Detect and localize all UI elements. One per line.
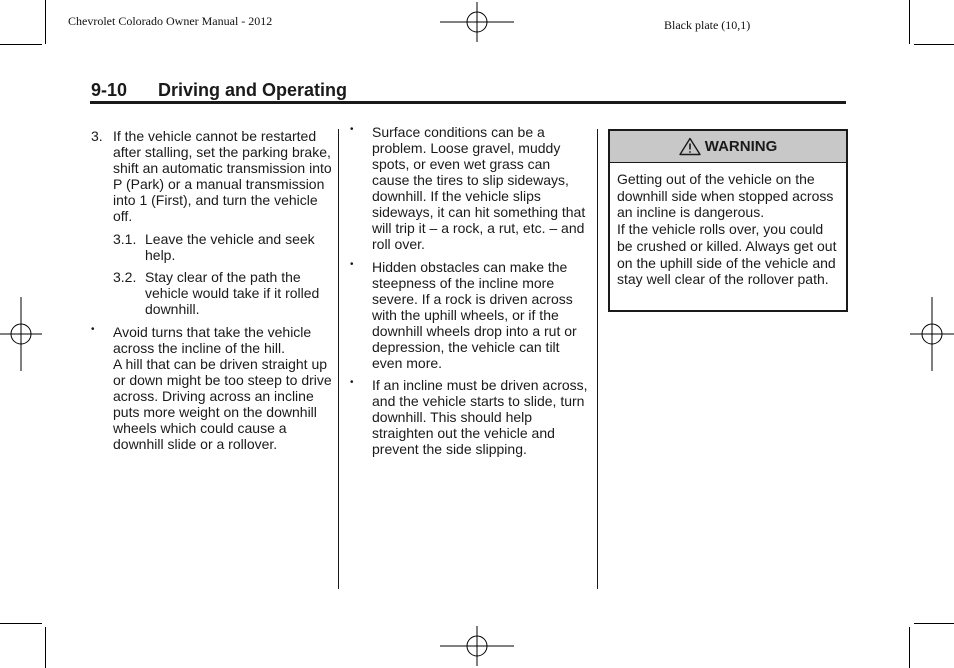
column-divider <box>597 129 598 589</box>
registration-mark-icon <box>910 297 954 371</box>
crop-mark <box>0 44 42 45</box>
section-title: Driving and Operating <box>158 80 348 100</box>
bullet-icon: • <box>350 259 354 270</box>
crop-mark <box>0 623 42 624</box>
bullet-text: Hidden obstacles can make the steepness of the incline more severe. If a rock is driven across with the uphill wheels, or if the downhill wheels drop into a rut or depression, the vehicle can tilt even more. <box>372 259 577 371</box>
step-marker: 3.2. <box>113 269 137 285</box>
bullet-item <box>350 124 590 252</box>
crop-mark <box>45 627 46 668</box>
page-number: 9-10 <box>91 80 128 100</box>
warning-header <box>610 131 846 163</box>
warning-title: WARNING <box>704 138 778 155</box>
bullet-text: If an incline must be driven across, and the vehicle starts to slide, turn downhill. This should help straighten out the vehicle and prevent the side slipping. <box>372 377 588 457</box>
bullet-item <box>91 324 333 452</box>
registration-mark-icon <box>440 2 514 42</box>
manual-title: Chevrolet Colorado Owner Manual - 2012 <box>68 14 273 28</box>
header-rule <box>90 101 846 104</box>
bullet-text: Surface conditions can be a problem. Loose gravel, muddy spots, or even wet grass can cause the tires to slip sideways, downhill. If the vehicle slips sideways, it can hit something that will trip it – a rock, a rut, etc. – and roll over. <box>372 124 586 252</box>
step-text: Stay clear of the path the vehicle would take if it rolled downhill. <box>145 269 320 317</box>
bullet-icon: • <box>91 324 95 335</box>
bullet-icon: • <box>350 124 354 135</box>
registration-mark-icon <box>0 297 42 371</box>
crop-mark <box>909 0 910 44</box>
bullet-icon: • <box>350 377 354 388</box>
warning-body <box>610 163 839 288</box>
step-text: If the vehicle cannot be restarted after stalling, set the parking brake, shift an automatic transmission into P (Park) or a manual transmission into 1 (First), and turn the vehicle off. <box>113 128 332 224</box>
bullet-text: Avoid turns that take the vehicle across the incline of the hill. <box>113 324 312 356</box>
column-divider <box>338 129 339 589</box>
warning-paragraph: Getting out of the vehicle on the downhill side when stopped across an incline is dangerous. <box>617 171 834 221</box>
crop-mark <box>914 44 954 45</box>
crop-mark <box>914 623 954 624</box>
bullet-item <box>350 259 590 371</box>
step-marker: 3.1. <box>113 231 137 247</box>
warning-paragraph: If the vehicle rolls over, you could be crushed or killed. Always get out on the uphill side of the vehicle and stay well clear of the rollover path. <box>617 221 837 288</box>
warning-box <box>608 129 848 312</box>
step-3-2 <box>113 269 333 317</box>
warning-triangle-icon <box>679 137 701 156</box>
crop-mark <box>909 627 910 668</box>
bullet-text-continued: A hill that can be driven straight up or down might be too steep to drive across. Driving across an incline puts more weight on the downhill wheels which could cause a downhill slide or a rollover. <box>113 356 332 452</box>
crop-mark <box>45 0 46 44</box>
registration-mark-icon <box>440 626 514 666</box>
step-3 <box>91 128 333 224</box>
bullet-item <box>350 377 590 457</box>
step-3-1 <box>113 231 333 263</box>
plate-label: Black plate (10,1) <box>664 18 751 32</box>
step-marker: 3. <box>91 128 103 144</box>
step-text: Leave the vehicle and seek help. <box>145 231 315 263</box>
